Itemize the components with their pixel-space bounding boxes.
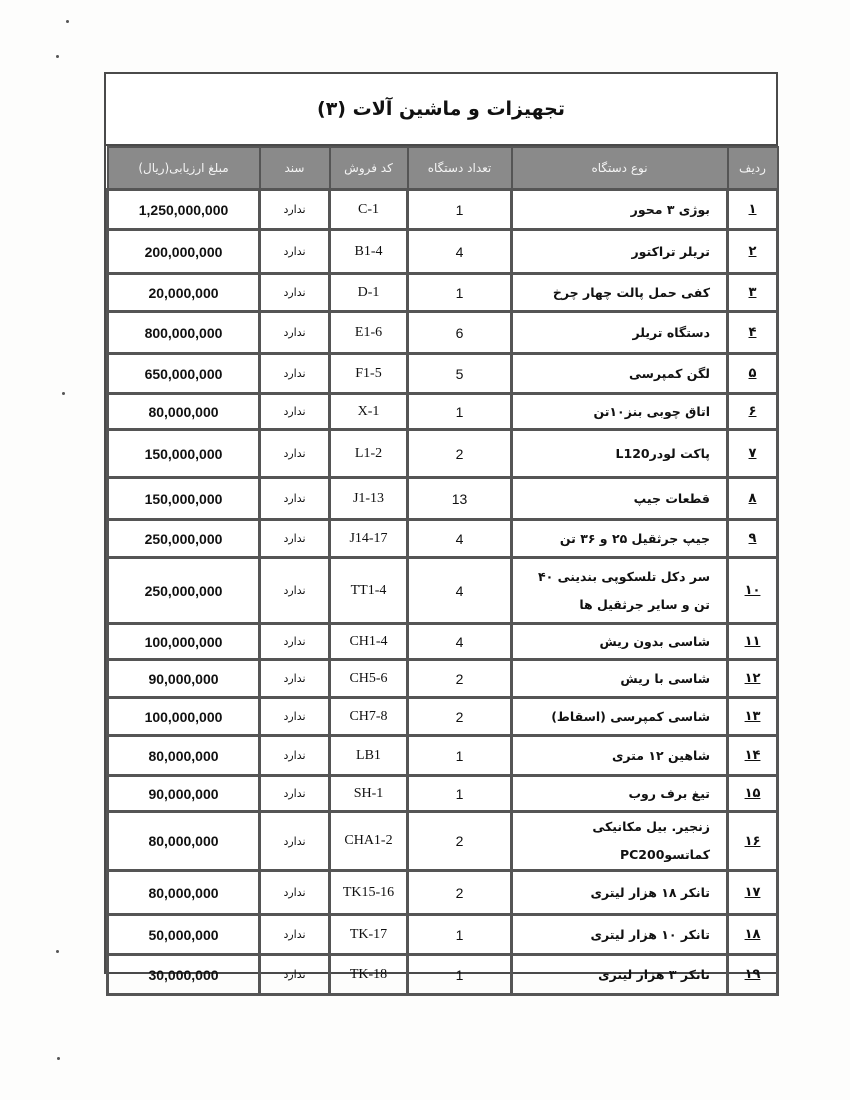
appraisal-amount: 200,000,000: [108, 230, 260, 274]
sale-code: CHA1-2: [330, 812, 408, 871]
header-document: سند: [260, 147, 330, 190]
table-row: [108, 230, 778, 274]
appraisal-amount: 100,000,000: [108, 698, 260, 736]
appraisal-amount: 90,000,000: [108, 660, 260, 698]
sale-code: C-1: [330, 190, 408, 230]
row-number: ۱۷: [728, 871, 778, 915]
table-row: [108, 624, 778, 660]
table-row: [108, 430, 778, 478]
row-number: ۱۸: [728, 915, 778, 955]
equipment-count: 1: [408, 736, 512, 776]
appraisal-amount: 100,000,000: [108, 624, 260, 660]
scan-speck: [66, 20, 69, 23]
appraisal-amount: 30,000,000: [108, 955, 260, 995]
sale-code: CH5-6: [330, 660, 408, 698]
table-row: [108, 394, 778, 430]
appraisal-amount: 20,000,000: [108, 274, 260, 312]
appraisal-amount: 80,000,000: [108, 736, 260, 776]
sale-code: X-1: [330, 394, 408, 430]
row-number: ۴: [728, 312, 778, 354]
equipment-type: تیغ برف روب: [512, 776, 728, 812]
equipment-type: لگن کمپرسی: [512, 354, 728, 394]
equipment-type: زنجیر. بیل مکانیکی کماتسوPC200: [512, 812, 728, 871]
appraisal-amount: 650,000,000: [108, 354, 260, 394]
row-number: ۱۲: [728, 660, 778, 698]
equipment-type: کفی حمل پالت چهار چرخ: [512, 274, 728, 312]
row-number: ۱۰: [728, 558, 778, 624]
table-row: [108, 955, 778, 995]
equipment-type: تانکر ۳ هزار لیتری: [512, 955, 728, 995]
document-status: ندارد: [260, 698, 330, 736]
scan-speck: [56, 55, 59, 58]
equipment-count: 4: [408, 558, 512, 624]
sale-code: J1-13: [330, 478, 408, 520]
equipment-type: تریلر تراکتور: [512, 230, 728, 274]
document-status: ندارد: [260, 354, 330, 394]
sale-code: J14-17: [330, 520, 408, 558]
equipment-count: 1: [408, 955, 512, 995]
document-status: ندارد: [260, 274, 330, 312]
header-sale-code: کد فروش: [330, 147, 408, 190]
equipment-count: 1: [408, 776, 512, 812]
row-number: ۶: [728, 394, 778, 430]
row-number: ۱۴: [728, 736, 778, 776]
document-status: ندارد: [260, 871, 330, 915]
equipment-count: 4: [408, 230, 512, 274]
row-number: ۱۹: [728, 955, 778, 995]
header-equipment-type: نوع دستگاه: [512, 147, 728, 190]
document-status: ندارد: [260, 190, 330, 230]
table-row: [108, 312, 778, 354]
equipment-type: دستگاه تریلر: [512, 312, 728, 354]
sale-code: L1-2: [330, 430, 408, 478]
equipment-type: قطعات جیپ: [512, 478, 728, 520]
equipment-count: 2: [408, 660, 512, 698]
document-status: ندارد: [260, 520, 330, 558]
document-status: ندارد: [260, 660, 330, 698]
appraisal-amount: 80,000,000: [108, 394, 260, 430]
scan-speck: [57, 1057, 60, 1060]
equipment-type: شاسی کمپرسی (اسقاط): [512, 698, 728, 736]
row-number: ۲: [728, 230, 778, 274]
equipment-type: شاسی بدون ریش: [512, 624, 728, 660]
header-equipment-count: تعداد دستگاه: [408, 147, 512, 190]
sale-code: TK15-16: [330, 871, 408, 915]
appraisal-amount: 150,000,000: [108, 478, 260, 520]
appraisal-amount: 90,000,000: [108, 776, 260, 812]
scan-speck: [56, 950, 59, 953]
sale-code: F1-5: [330, 354, 408, 394]
appraisal-amount: 250,000,000: [108, 520, 260, 558]
row-number: ۸: [728, 478, 778, 520]
sale-code: TK-18: [330, 955, 408, 995]
row-number: ۳: [728, 274, 778, 312]
equipment-type: تانکر ۱۰ هزار لیتری: [512, 915, 728, 955]
row-number: ۱: [728, 190, 778, 230]
table-header-row: [108, 147, 778, 190]
equipment-count: 1: [408, 190, 512, 230]
equipment-count: 2: [408, 871, 512, 915]
row-number: ۵: [728, 354, 778, 394]
document-status: ندارد: [260, 558, 330, 624]
row-number: ۱۳: [728, 698, 778, 736]
table-body: [108, 190, 778, 995]
table-row: [108, 812, 778, 871]
equipment-count: 2: [408, 698, 512, 736]
header-row-number: ردیف: [728, 147, 778, 190]
appraisal-amount: 80,000,000: [108, 871, 260, 915]
sale-code: TK-17: [330, 915, 408, 955]
document-status: ندارد: [260, 955, 330, 995]
equipment-type: پاکت لودرL120: [512, 430, 728, 478]
equipment-type: سر دکل تلسکوپی بندینی ۴۰ تن و سایر جرثقیل ها: [512, 558, 728, 624]
equipment-type: شاهین ۱۲ متری: [512, 736, 728, 776]
table-row: [108, 698, 778, 736]
sale-code: B1-4: [330, 230, 408, 274]
appraisal-amount: 150,000,000: [108, 430, 260, 478]
row-number: ۹: [728, 520, 778, 558]
equipment-count: 5: [408, 354, 512, 394]
appraisal-amount: 80,000,000: [108, 812, 260, 871]
document-status: ندارد: [260, 478, 330, 520]
row-number: ۷: [728, 430, 778, 478]
document-status: ندارد: [260, 230, 330, 274]
sale-code: D-1: [330, 274, 408, 312]
table-row: [108, 736, 778, 776]
equipment-count: 1: [408, 915, 512, 955]
row-number: ۱۵: [728, 776, 778, 812]
appraisal-amount: 800,000,000: [108, 312, 260, 354]
equipment-count: 2: [408, 812, 512, 871]
equipment-count: 2: [408, 430, 512, 478]
row-number: ۱۱: [728, 624, 778, 660]
document-status: ندارد: [260, 394, 330, 430]
sale-code: LB1: [330, 736, 408, 776]
document-status: ندارد: [260, 736, 330, 776]
equipment-table: [106, 146, 779, 996]
appraisal-amount: 250,000,000: [108, 558, 260, 624]
table-row: [108, 558, 778, 624]
sale-code: E1-6: [330, 312, 408, 354]
document-status: ندارد: [260, 624, 330, 660]
row-number: ۱۶: [728, 812, 778, 871]
table-row: [108, 274, 778, 312]
header-appraisal-amount: مبلغ ارزیابی(ریال): [108, 147, 260, 190]
document-status: ندارد: [260, 915, 330, 955]
document-status: ندارد: [260, 312, 330, 354]
scan-speck: [62, 392, 65, 395]
equipment-type: جیپ جرثقیل ۲۵ و ۳۶ تن: [512, 520, 728, 558]
document-status: ندارد: [260, 812, 330, 871]
document-title: تجهیزات و ماشین آلات (۳): [106, 74, 776, 146]
equipment-count: 4: [408, 520, 512, 558]
document-status: ندارد: [260, 430, 330, 478]
sale-code: CH1-4: [330, 624, 408, 660]
appraisal-amount: 50,000,000: [108, 915, 260, 955]
sale-code: SH-1: [330, 776, 408, 812]
equipment-type: شاسی با ریش: [512, 660, 728, 698]
equipment-count: 1: [408, 274, 512, 312]
table-row: [108, 354, 778, 394]
sale-code: TT1-4: [330, 558, 408, 624]
equipment-count: 1: [408, 394, 512, 430]
table-row: [108, 660, 778, 698]
table-row: [108, 915, 778, 955]
appraisal-amount: 1,250,000,000: [108, 190, 260, 230]
table-row: [108, 871, 778, 915]
table-row: [108, 520, 778, 558]
equipment-count: 4: [408, 624, 512, 660]
equipment-type: بوژی ۳ محور: [512, 190, 728, 230]
document-status: ندارد: [260, 776, 330, 812]
equipment-count: 13: [408, 478, 512, 520]
equipment-table-sheet: [104, 72, 778, 983]
sale-code: CH7-8: [330, 698, 408, 736]
table-row: [108, 190, 778, 230]
equipment-type: تانکر ۱۸ هزار لیتری: [512, 871, 728, 915]
table-row: [108, 478, 778, 520]
table-row: [108, 776, 778, 812]
equipment-type: اتاق چوبی بنز۱۰تن: [512, 394, 728, 430]
equipment-count: 6: [408, 312, 512, 354]
